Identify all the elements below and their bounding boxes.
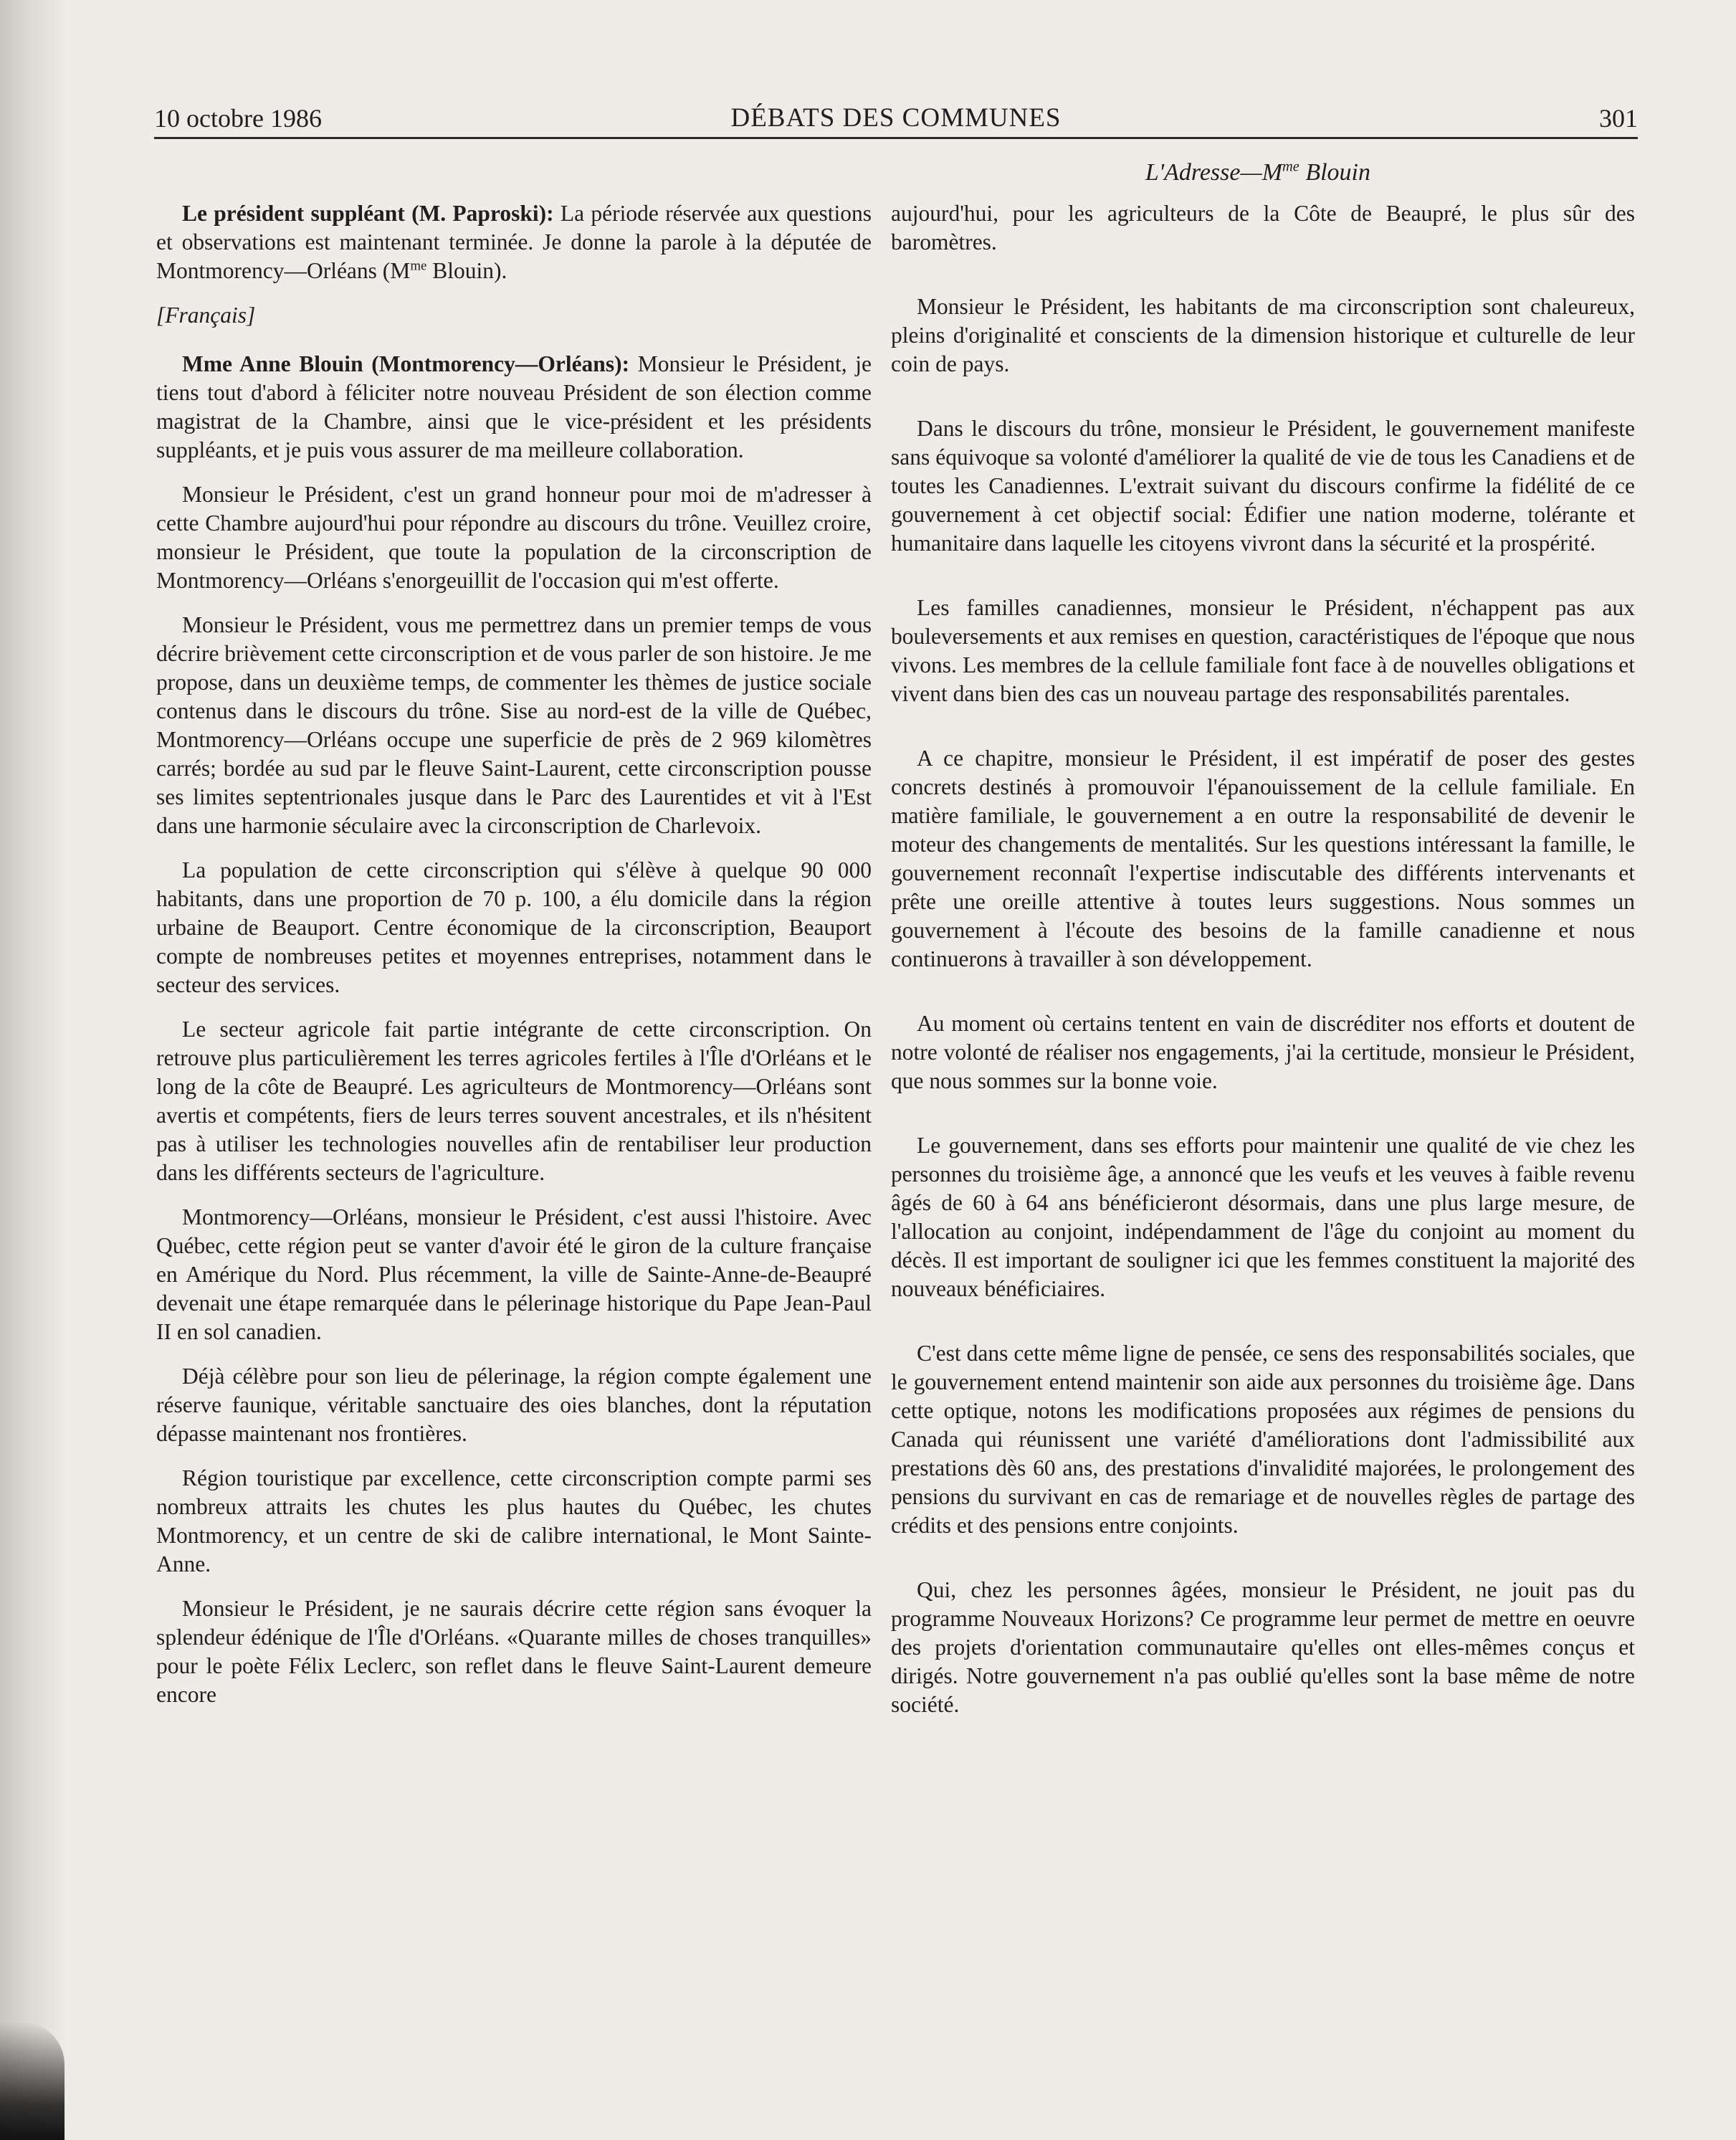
paragraph-continued: aujourd'hui, pour les agriculteurs de la Côte de Beaupré, le plus sûr des baromètres. <box>891 201 1635 255</box>
speaker-name: Mme Anne Blouin (Montmorency—Orléans): <box>182 351 630 376</box>
paragraph: Monsieur le Président, je ne saurais décrire cette région sans évoquer la splendeur édénique de l'Île d'Orléans. «Quarante milles de choses tranquilles» pour le poète Félix Leclerc, son reflet dans le fleuve Saint-Laurent demeure encore <box>156 1596 872 1707</box>
paragraph: La population de cette circonscription qui s'élève à quelque 90 000 habitants, dans une proportion de 70 p. 100, a élu domicile dans la région urbaine de Beauport. Centre économique de la circonscription, Beauport compte de nombreuses petites et moyennes entreprises, notamment dans le secteur des services. <box>156 857 872 997</box>
paragraph: Le secteur agricole fait partie intégrante de cette circonscription. On retrouve plus particulièrement les terres agricoles fertiles à l'Île d'Orléans et le long de la côte de Beaupré. Les agriculteurs de Montmorency—Orléans sont avertis et compétents, fiers de leurs terres souvent ancestrales, et ils n'hésitent pas à utiliser les technologies nouvelles afin de rentabiliser leur production dans les différents secteurs de l'agriculture. <box>156 1017 872 1185</box>
paragraph: Monsieur le Président, c'est un grand honneur pour moi de m'adresser à cette Chambre aujourd'hui pour répondre au discours du trône. Veuillez croire, monsieur le Président, que toute la population de la circonscription de Montmorency—Orléans s'enorgeuillit de l'occasion qui m'est offerte. <box>156 482 872 593</box>
paragraph: Qui, chez les personnes âgées, monsieur le Président, ne jouit pas du programme Nouveaux Horizons? Ce programme leur permet de mettre en oeuvre des projets d'orientation communautaire qu'elles ont elles-mêmes conçus et dirigés. Notre gouvernement n'a pas oublié qu'elles sont la base même de notre société. <box>891 1577 1635 1717</box>
paragraph: Région touristique par excellence, cette circonscription compte parmi ses nombreux attraits les chutes les plus hautes du Québec, les chutes Montmorency, et un centre de ski de calibre international, le Mont Sainte-Anne. <box>156 1465 872 1577</box>
header-rule <box>154 137 1638 139</box>
section-subhead <box>1145 156 1370 189</box>
right-column <box>891 199 1635 1755</box>
page-corner-shadow <box>0 2022 65 2140</box>
left-column <box>156 199 872 1725</box>
paragraph: Les familles canadiennes, monsieur le Président, n'échappent pas aux bouleversements et aux remises en question, caractéristiques de l'époque que nous vivons. Les membres de la cellule familiale font face à de nouvelles obligations et vivent dans bien des cas un nouveau partage des responsabilités parentales. <box>891 595 1635 706</box>
subhead-prefix: L'Adresse—M <box>1145 159 1283 186</box>
subhead-sup: me <box>1282 158 1299 175</box>
header-title: DÉBATS DES COMMUNES <box>730 103 1062 133</box>
paragraph: Dans le discours du trône, monsieur le Président, le gouvernement manifeste sans équivoque sa volonté d'améliorer la qualité de vie de tous les Canadiens et de toutes les Canadiennes. L'extrait suivant du discours confirme la fidélité de ce gouvernement à cet objectif social: Édifier une nation moderne, tolérante et humanitaire dans laquelle les citoyens vivront dans la sécurité et la prospérité. <box>891 416 1635 556</box>
subhead-suffix: Blouin <box>1299 159 1370 186</box>
paragraph: Monsieur le Président, les habitants de ma circonscription sont chaleureux, pleins d'originalité et conscients de la dimension historique et culturelle de leur coin de pays. <box>891 294 1635 376</box>
speaker-name: Le président suppléant (M. Paproski): <box>182 201 554 226</box>
paragraph-blouin-opening <box>156 350 872 465</box>
paragraph: A ce chapitre, monsieur le Président, il est impératif de poser des gestes concrets destinés à promouvoir l'épanouissement de la cellule familiale. En matière familiale, le gouvernement a en outre la responsabilité de devenir le moteur des changements de mentalités. Sur les questions intéressant la famille, le gouvernement reconnaît l'expertise indiscutable des différents intervenants et prête une oreille attentive à toutes leurs suggestions. Nous sommes un gouvernement à l'écoute des besoins de la famille canadienne et nous continuerons à travailler à son développement. <box>891 746 1635 971</box>
paragraph-text-end: Blouin). <box>426 258 507 283</box>
paragraph-text: Monsieur le Président, je tiens tout d'abord à féliciter notre nouveau Président de son élection comme magistrat de la Chambre, ainsi que le vice-président et les présidents suppléants, et je puis vous assurer de ma meilleure collaboration. <box>156 351 872 462</box>
title-sup: me <box>410 258 427 274</box>
paragraph-chair <box>156 199 872 285</box>
paragraph-text: La période réservée aux questions et observations est maintenant terminée. Je donne la parole à la députée de Montmorency—Orléans (M <box>156 201 872 283</box>
paragraph: C'est dans cette même ligne de pensée, ce sens des responsabilités sociales, que le gouvernement entend maintenir son aide aux personnes du troisième âge. Dans cette optique, notons les modifications proposées aux régimes de pensions du Canada qui réunissent une variété d'améliorations dont l'admissibilité aux prestations dès 60 ans, des prestations d'invalidité majorées, le prolongement des pensions du survivant en cas de remariage et de nouvelles règles de partage des crédits et des pensions entre conjoints. <box>891 1341 1635 1538</box>
paragraph: Au moment où certains tentent en vain de discréditer nos efforts et doutent de notre volonté de réaliser nos engagements, j'ai la certitude, monsieur le Président, que nous sommes sur la bonne voie. <box>891 1011 1635 1093</box>
book-spine-shadow <box>0 0 68 2140</box>
paragraph: Montmorency—Orléans, monsieur le Président, c'est aussi l'histoire. Avec Québec, cette région peut se vanter d'avoir été le giron de la culture française en Amérique du Nord. Plus récemment, la ville de Sainte-Anne-de-Beaupré devenait une étape remarquée dans le pélerinage historique du Pape Jean-Paul II en sol canadien. <box>156 1204 872 1344</box>
language-marker: [Français] <box>156 303 256 328</box>
running-head <box>154 100 1638 136</box>
paragraph: Le gouvernement, dans ses efforts pour maintenir une qualité de vie chez les personnes du troisième âge, a annoncé que les veufs et les veuves à faible revenu âgés de 60 à 64 ans bénéficieront désormais, dans une plus large mesure, de l'allocation au conjoint, indépendamment de l'âge du conjoint au moment du décès. Il est important de souligner ici que les femmes constituent la majorité des nouveaux bénéficiaires. <box>891 1133 1635 1301</box>
paragraph: Déjà célèbre pour son lieu de pélerinage, la région compte également une réserve faunique, véritable sanctuaire des oies blanches, dont la réputation dépasse maintenant nos frontières. <box>156 1364 872 1446</box>
header-date: 10 octobre 1986 <box>154 104 322 133</box>
header-page-number: 301 <box>1599 104 1638 133</box>
paragraph: Monsieur le Président, vous me permettrez dans un premier temps de vous décrire brièvement cette circonscription et de vous parler de son histoire. Je me propose, dans un deuxième temps, de commenter les thèmes de justice sociale contenus dans le discours du trône. Sise au nord-est de la ville de Québec, Montmorency—Orléans occupe une superficie de près de 2 969 kilomètres carrés; bordée au sud par le fleuve Saint-Laurent, cette circonscription pousse ses limites septentrionales jusque dans le Parc des Laurentides et vit à l'Est dans une harmonie séculaire avec la circonscription de Charlevoix. <box>156 612 872 838</box>
